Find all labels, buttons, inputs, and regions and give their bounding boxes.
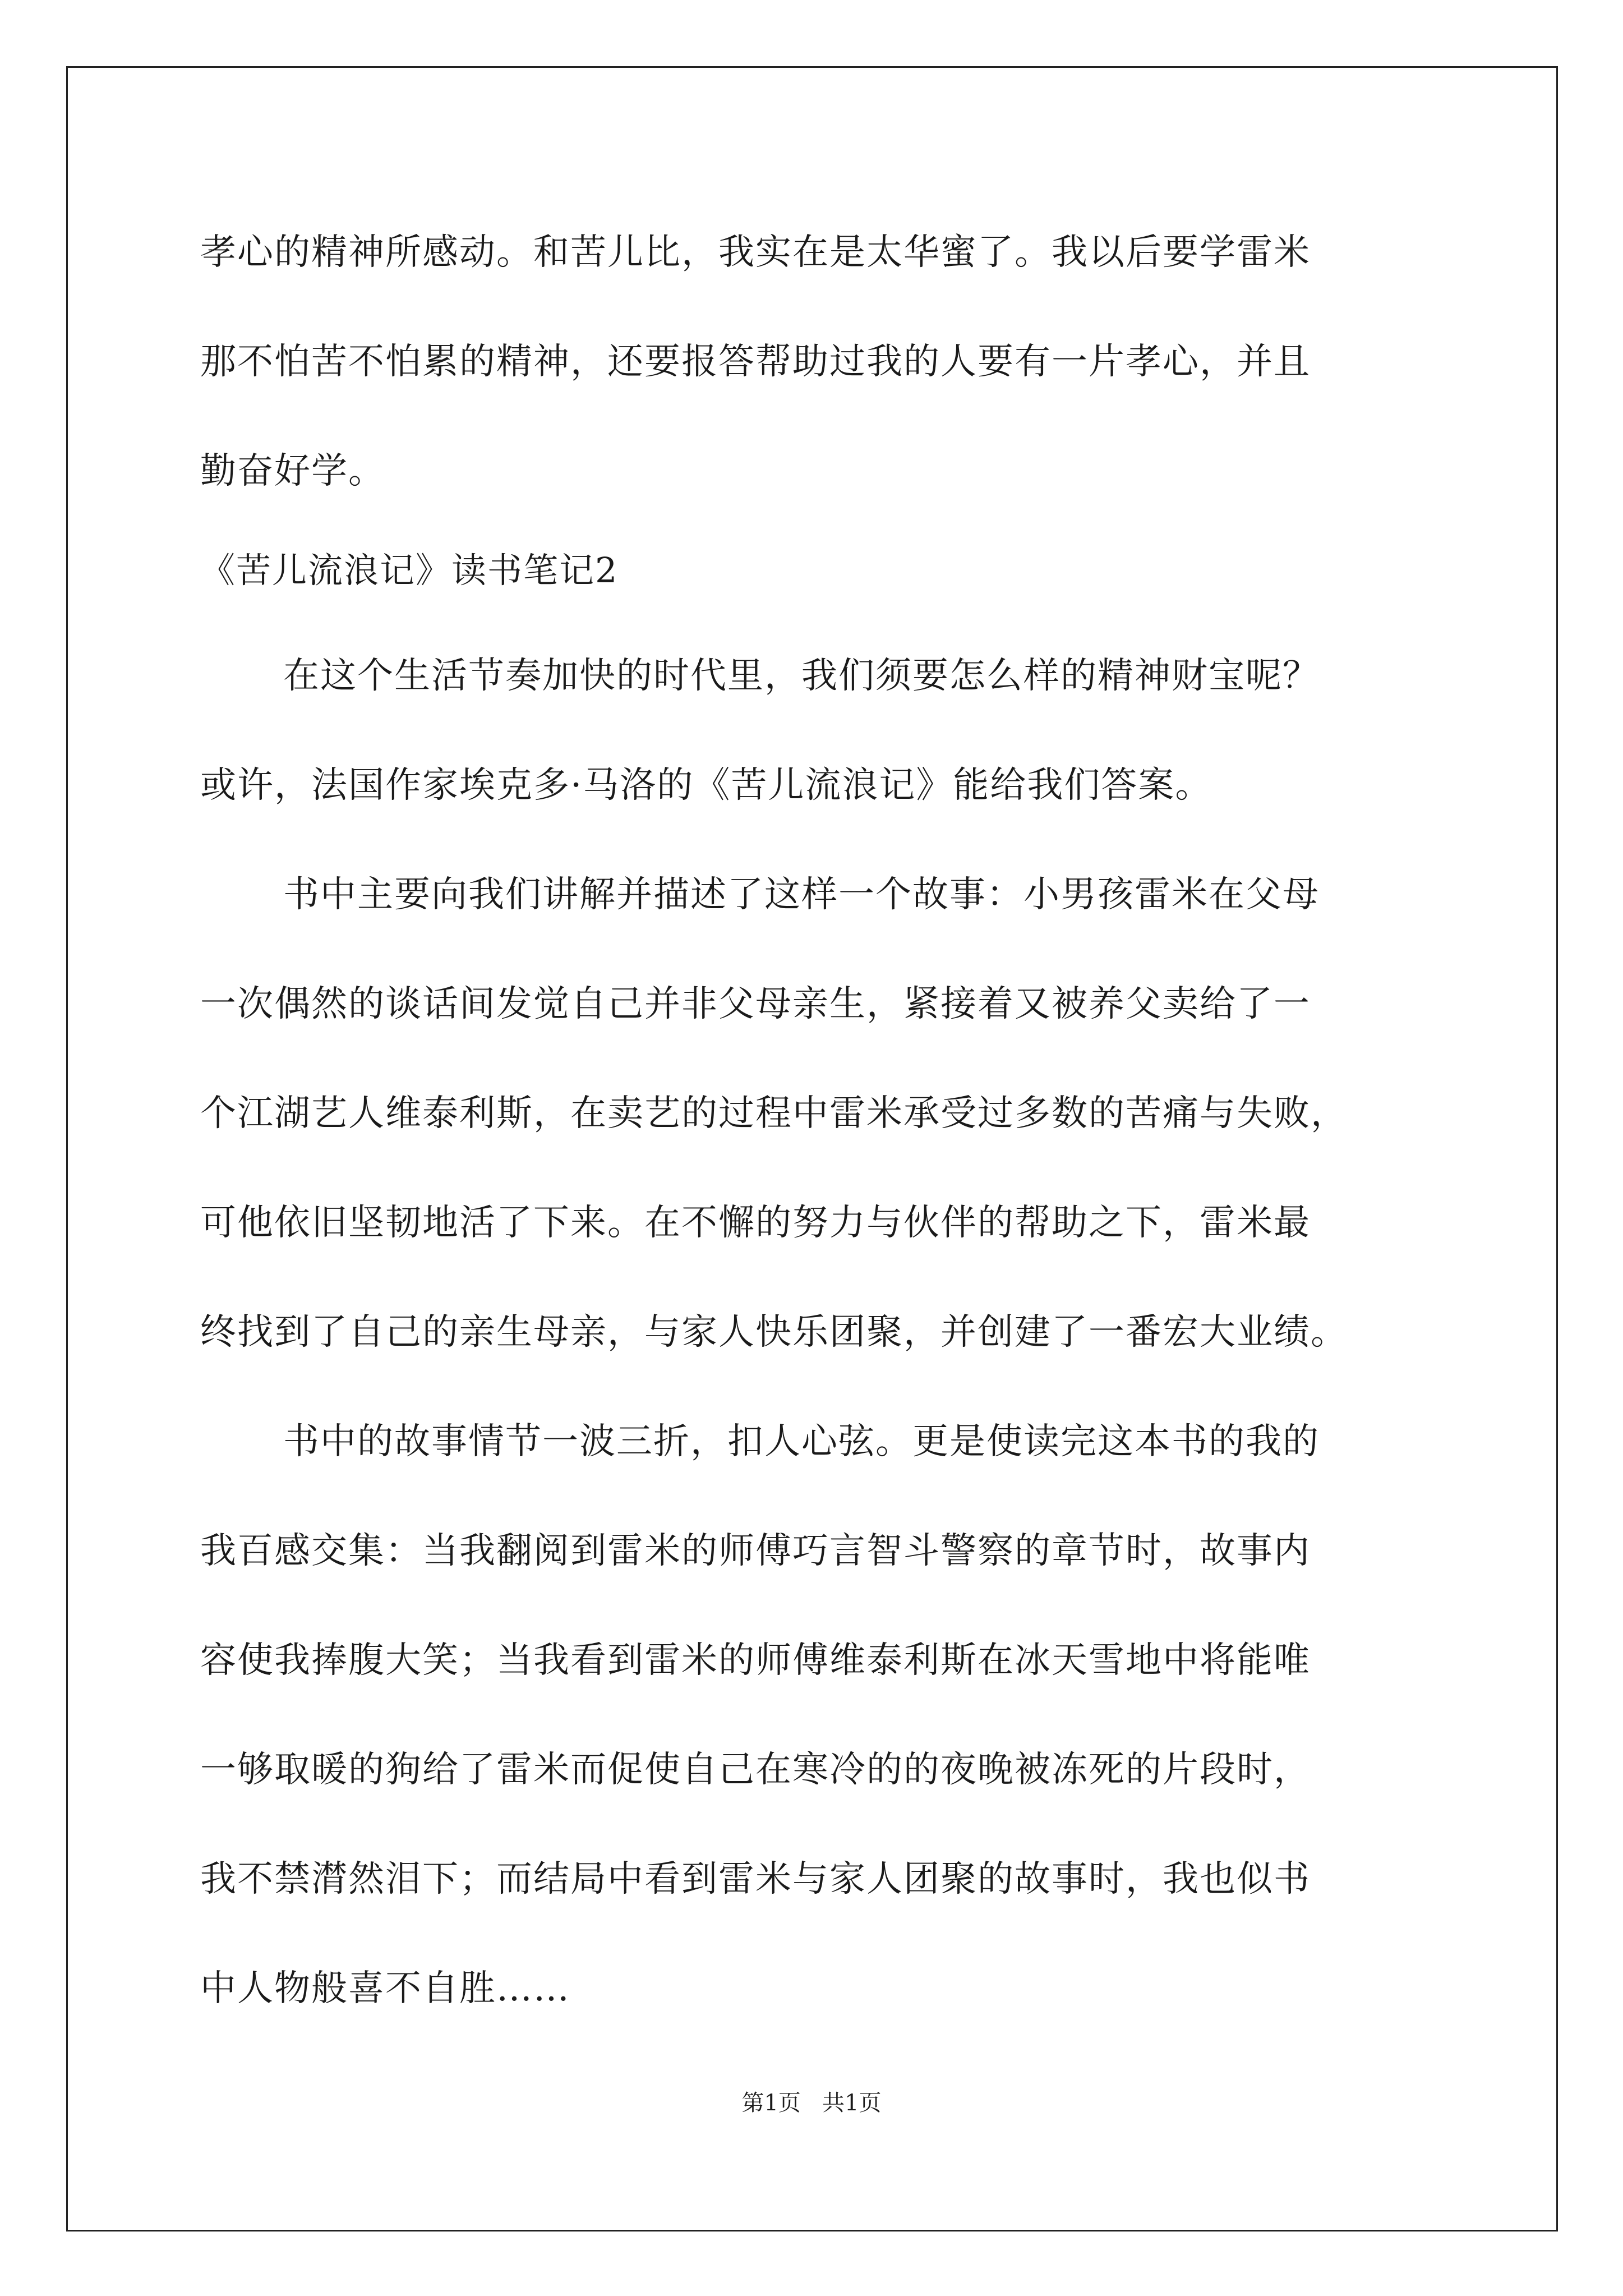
text-line: 终找到了自己的亲生母亲，与家人快乐团聚，并创建了一番宏大业绩。	[200, 1312, 1348, 1353]
text-line: 我不禁潸然泪下；而结局中看到雷米与家人团聚的故事时，我也似书	[200, 1858, 1311, 1900]
text-line: 可他依旧坚韧地活了下来。在不懈的努力与伙伴的帮助之下，雷米最	[200, 1202, 1311, 1244]
text-line: 那不怕苦不怕累的精神，还要报答帮助过我的人要有一片孝心，并且	[200, 341, 1311, 383]
text-line: 一次偶然的谈话间发觉自己并非父母亲生，紧接着又被养父卖给了一	[200, 983, 1311, 1025]
page-footer: 第1页 共1页	[741, 2090, 882, 2116]
text-line: 勤奋好学。	[200, 450, 385, 492]
page-border	[66, 66, 1558, 2231]
text-line: 中人物般喜不自胜……	[200, 1968, 570, 2009]
text-line: 或许，法国作家埃克多·马洛的《苦儿流浪记》能给我们答案。	[200, 765, 1212, 806]
text-line: 一够取暖的狗给了雷米而促使自己在寒冷的的夜晚被冻死的片段时，	[200, 1749, 1311, 1791]
text-line: 容使我捧腹大笑；当我看到雷米的师傅维泰利斯在冰天雪地中将能唯	[200, 1640, 1311, 1681]
text-line: 在这个生活节奏加快的时代里，我们须要怎么样的精神财宝呢？	[283, 655, 1320, 697]
text-line: 书中主要向我们讲解并描述了这样一个故事：小男孩雷米在父母	[283, 874, 1320, 915]
text-line: 书中的故事情节一波三折，扣人心弦。更是使读完这本书的我的	[283, 1421, 1320, 1462]
section-heading: 《苦儿流浪记》读书笔记2	[200, 550, 619, 591]
text-line: 个江湖艺人维泰利斯，在卖艺的过程中雷米承受过多数的苦痛与失败，	[200, 1093, 1348, 1134]
text-line: 我百感交集：当我翻阅到雷米的师傅巧言智斗警察的章节时，故事内	[200, 1530, 1311, 1572]
text-line: 孝心的精神所感动。和苦儿比，我实在是太华蜜了。我以后要学雷米	[200, 232, 1311, 273]
